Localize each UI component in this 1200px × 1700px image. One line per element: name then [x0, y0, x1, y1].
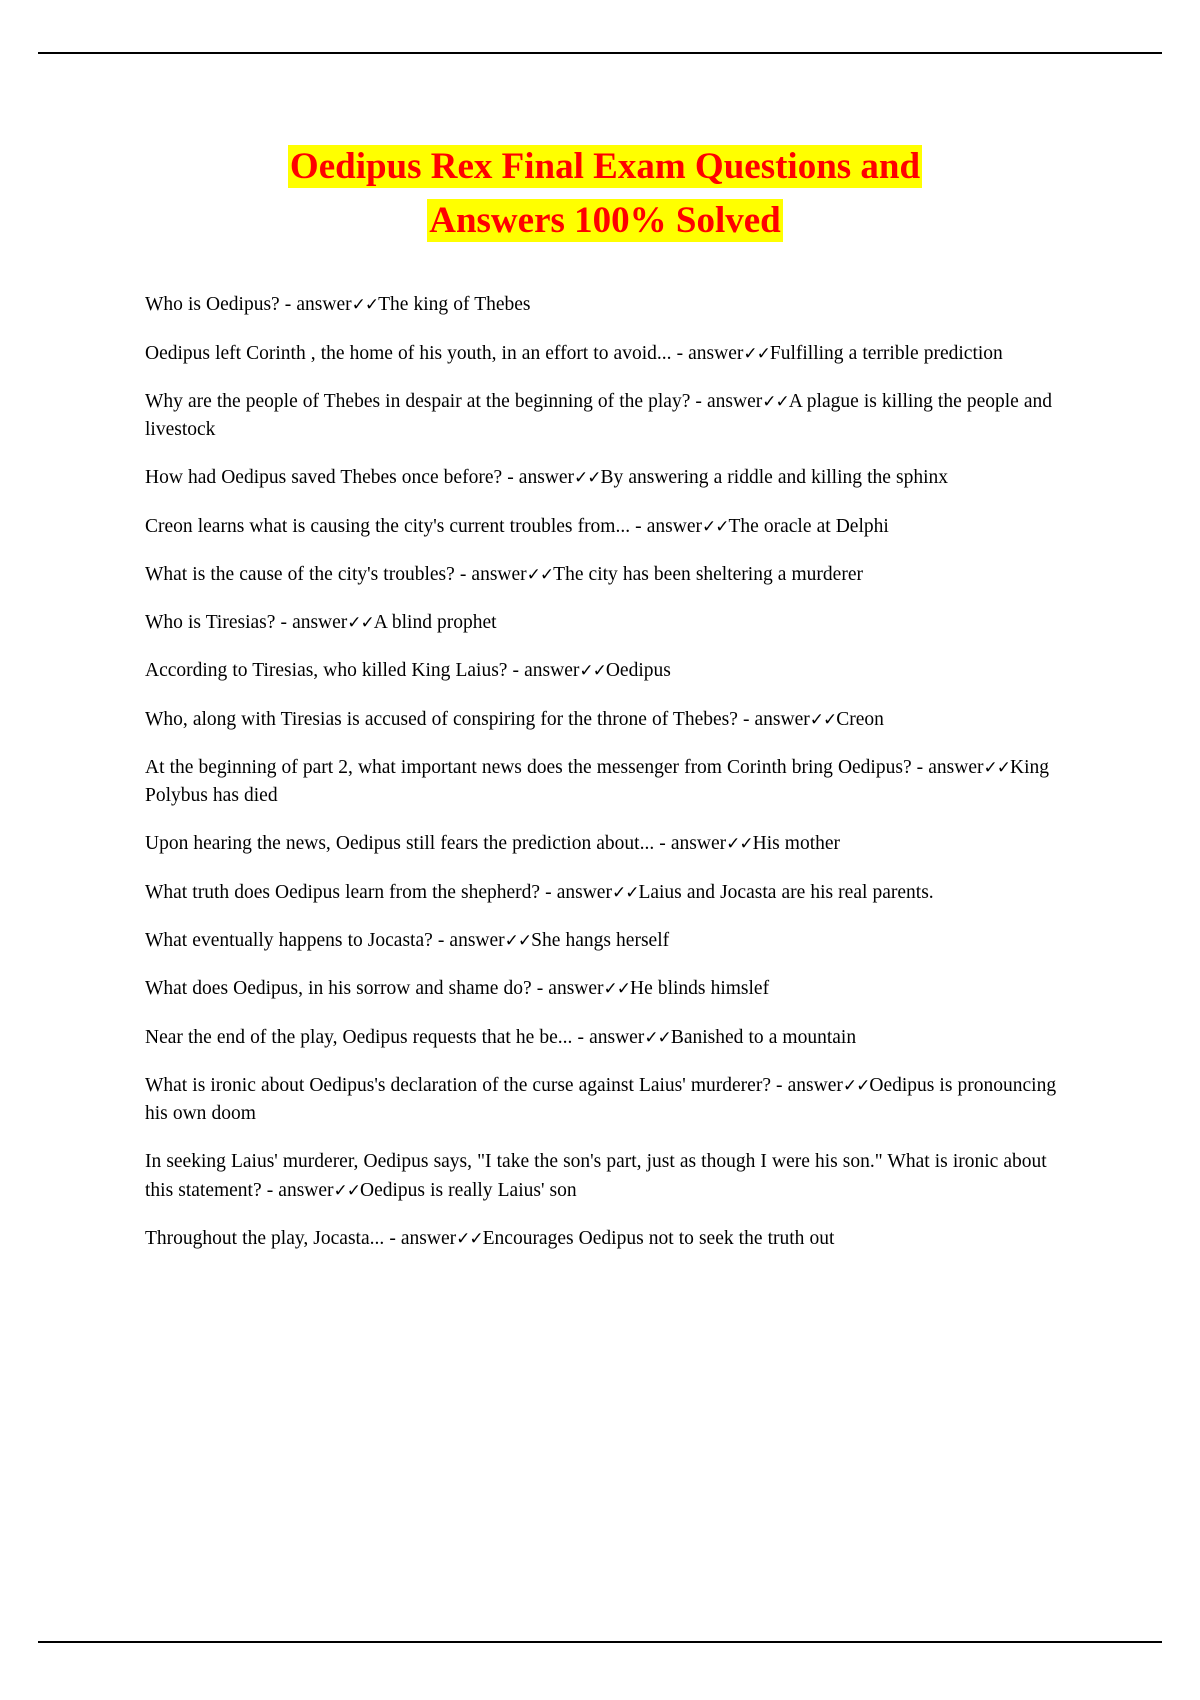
qa-item: [145, 1024, 1065, 1052]
qa-separator: - answer: [384, 1227, 457, 1249]
double-check-icon: ✓✓: [644, 1027, 671, 1048]
qa-separator: - answer: [690, 390, 763, 412]
qa-item: [145, 754, 1065, 811]
qa-separator: - answer: [770, 1074, 843, 1096]
qa-item: [145, 340, 1065, 368]
qa-separator: - answer: [911, 756, 984, 778]
qa-question: According to Tiresias, who killed King Laius?: [145, 660, 508, 682]
qa-item: [145, 657, 1065, 685]
qa-item: [145, 927, 1065, 955]
qa-question: Who is Tiresias?: [145, 612, 276, 634]
qa-question: At the beginning of part 2, what important news does the messenger from Corinth bring Oedipus?: [145, 756, 912, 778]
qa-list: [145, 291, 1065, 1253]
qa-answer: She hangs herself: [531, 930, 670, 951]
qa-answer: Oedipus is pronouncing his own doom: [145, 1074, 1057, 1125]
qa-answer: Banished to a mountain: [670, 1026, 857, 1048]
qa-question: Why are the people of Thebes in despair at the beginning of the play?: [145, 390, 691, 412]
qa-answer: Oedipus is really Laius' son: [360, 1179, 577, 1201]
qa-question: How had Oedipus saved Thebes once before?: [145, 467, 503, 489]
double-check-icon: ✓✓: [504, 931, 532, 951]
page-title: [145, 140, 1065, 247]
qa-separator: - answer: [540, 881, 612, 903]
page-title-line-1: Oedipus Rex Final Exam Questions and: [289, 146, 921, 187]
qa-answer: A blind prophet: [373, 612, 497, 634]
qa-question: Creon learns what is causing the city's current troubles from...: [145, 515, 631, 537]
qa-item: [145, 609, 1065, 637]
qa-question: Upon hearing the news, Oedipus still fears the prediction about...: [145, 833, 655, 855]
qa-answer: The king of Thebes: [378, 294, 531, 316]
qa-answer: Creon: [836, 708, 884, 730]
qa-answer: Fulfilling a terrible prediction: [769, 342, 1003, 364]
qa-item: [145, 388, 1065, 445]
qa-answer: His mother: [752, 833, 841, 855]
qa-answer: Oedipus: [605, 660, 671, 682]
qa-question: What is ironic about Oedipus's declaration of the curse against Laius' murderer?: [145, 1074, 771, 1096]
qa-item: [145, 291, 1065, 319]
double-check-icon: ✓✓: [574, 468, 601, 489]
qa-separator: - answer: [275, 612, 348, 634]
qa-separator: - answer: [507, 660, 580, 682]
qa-question: Oedipus left Corinth , the home of his youth, in an effort to avoid...: [145, 342, 672, 364]
double-check-icon: ✓✓: [579, 661, 606, 682]
double-check-icon: ✓✓: [456, 1228, 483, 1249]
footer-divider: [38, 1641, 1162, 1643]
qa-answer: The oracle at Delphi: [728, 515, 889, 537]
qa-item: [145, 706, 1065, 734]
qa-item: [145, 464, 1065, 492]
double-check-icon: ✓✓: [726, 834, 753, 855]
qa-item: [145, 1072, 1065, 1129]
document-content: [145, 140, 1065, 1253]
qa-separator: - answer: [654, 833, 727, 855]
qa-question: What truth does Oedipus learn from the shepherd?: [145, 881, 541, 903]
qa-item: [145, 1225, 1065, 1253]
double-check-icon: ✓✓: [603, 979, 631, 1000]
qa-separator: - answer: [671, 342, 744, 364]
qa-separator: - answer: [454, 563, 527, 585]
double-check-icon: ✓✓: [611, 882, 639, 903]
qa-answer: Laius and Jocasta are his real parents.: [638, 881, 934, 903]
qa-answer: A plague is killing the people and livestock: [145, 390, 1053, 441]
qa-item: [145, 561, 1065, 589]
qa-item: [145, 513, 1065, 541]
qa-separator: - answer: [630, 515, 702, 537]
qa-question: Near the end of the play, Oedipus requests that he be...: [145, 1026, 573, 1048]
qa-answer: He blinds himslef: [630, 978, 770, 1000]
qa-answer: By answering a riddle and killing the sphinx: [600, 467, 948, 489]
header-divider: [38, 52, 1162, 54]
double-check-icon: ✓✓: [347, 613, 374, 634]
qa-separator: - answer: [572, 1026, 645, 1048]
qa-item: [145, 1148, 1065, 1205]
qa-question: What does Oedipus, in his sorrow and shame do?: [145, 978, 532, 1000]
double-check-icon: ✓✓: [526, 564, 554, 585]
qa-item: [145, 975, 1065, 1003]
qa-answer: Encourages Oedipus not to seek the truth out: [482, 1227, 835, 1249]
qa-separator: - answer: [261, 1179, 334, 1201]
double-check-icon: ✓✓: [351, 295, 379, 316]
qa-question: Who is Oedipus?: [145, 294, 280, 316]
double-check-icon: ✓✓: [983, 757, 1010, 778]
qa-answer: King Polybus has died: [145, 756, 1049, 807]
qa-question: Throughout the play, Jocasta...: [145, 1227, 385, 1249]
double-check-icon: ✓✓: [842, 1075, 870, 1096]
qa-question: In seeking Laius' murderer, Oedipus says, "I take the son's part, just as though I were his son." What is ironic about this statement?: [145, 1151, 1047, 1201]
qa-question: What is the cause of the city's troubles?: [145, 563, 455, 585]
double-check-icon: ✓✓: [701, 516, 729, 537]
qa-separator: - answer: [502, 467, 575, 489]
double-check-icon: ✓✓: [333, 1180, 361, 1201]
qa-item: [145, 879, 1065, 907]
qa-separator: - answer: [279, 294, 352, 316]
qa-question: Who, along with Tiresias is accused of conspiring for the throne of Thebes?: [145, 708, 738, 730]
qa-item: [145, 830, 1065, 858]
double-check-icon: ✓✓: [743, 343, 770, 364]
qa-separator: - answer: [737, 708, 810, 730]
qa-answer: The city has been sheltering a murderer: [553, 563, 863, 585]
double-check-icon: ✓✓: [809, 709, 837, 730]
qa-separator: - answer: [531, 978, 604, 1000]
double-check-icon: ✓✓: [762, 391, 789, 412]
qa-question: What eventually happens to Jocasta?: [145, 930, 433, 951]
page-title-line-2: Answers 100% Solved: [429, 199, 781, 241]
qa-separator: - answer: [432, 930, 505, 951]
